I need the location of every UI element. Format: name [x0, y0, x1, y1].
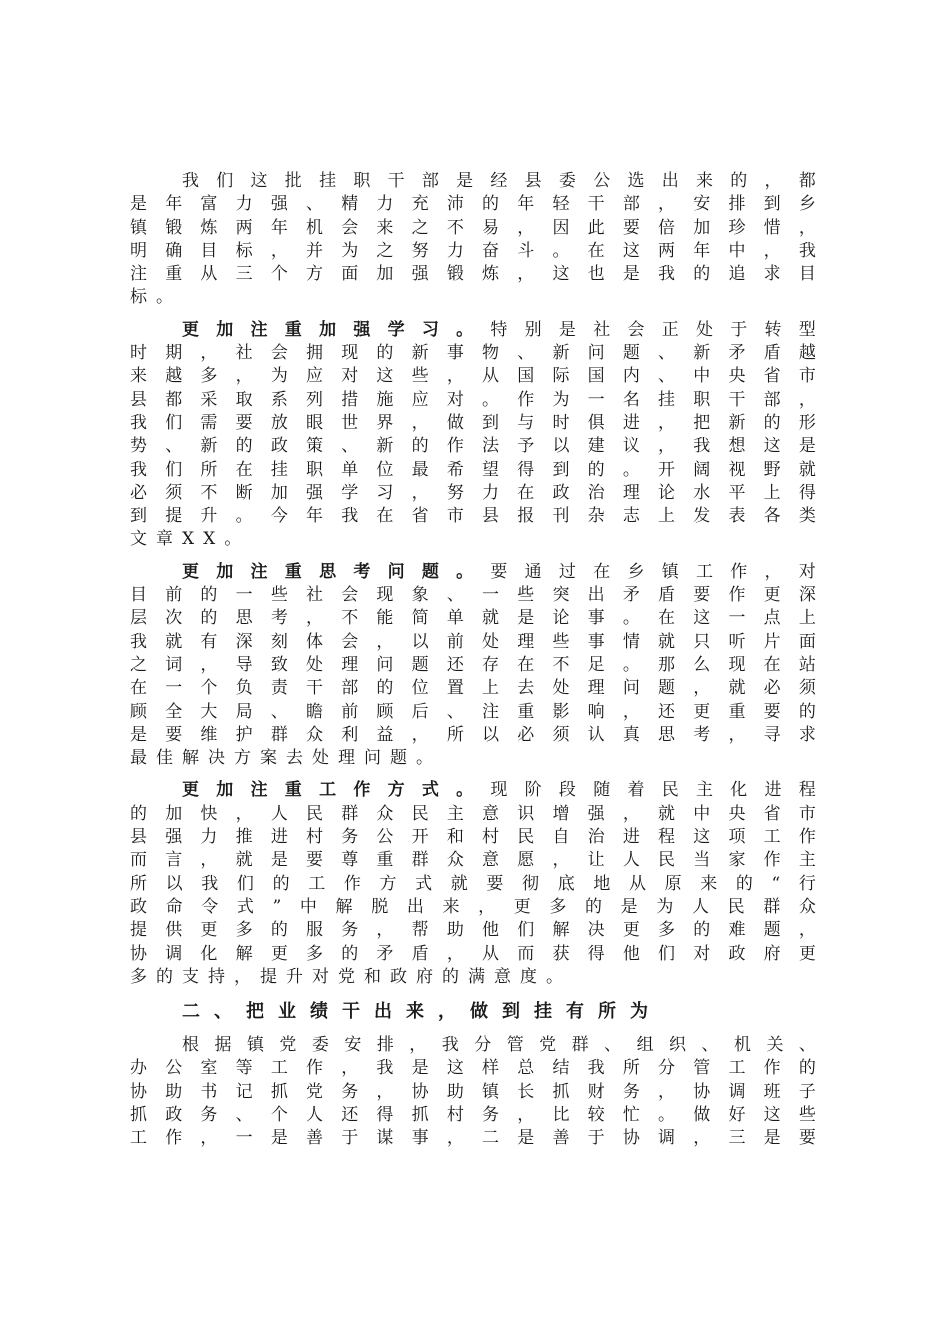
document-body [130, 170, 816, 1151]
text-line: 我 们 所 在 挂 职 单 位 最 希 望 得 到 的 。 开 阔 视 野 就 [130, 459, 816, 480]
text-line: 更 加 注 重 工 作 方 式 。 现 阶 段 随 着 民 主 化 进 程 [182, 780, 816, 801]
paragraph [130, 1034, 816, 1150]
paragraph [130, 319, 816, 552]
text-line: 更 加 注 重 思 考 问 题 。 要 通 过 在 乡 镇 工 作 ， 对 [182, 561, 816, 582]
text-line: 我 就 有 深 刻 体 会 ， 以 前 处 理 些 事 情 就 只 听 片 面 [130, 631, 816, 652]
text-line: 在 一 个 负 责 干 部 的 位 置 上 去 处 理 问 题 ， 就 必 须 [130, 678, 816, 699]
text-line: 而 言 ， 就 是 要 尊 重 群 众 意 愿 ， 让 人 民 当 家 作 主 [130, 850, 816, 871]
text-line: 是 年 富 力 强 、 精 力 充 沛 的 年 轻 干 部 ， 安 排 到 乡 [130, 194, 816, 215]
paragraph-gap [130, 1025, 816, 1034]
text-line: 提 供 更 多 的 服 务 ， 帮 助 他 们 解 决 更 多 的 难 题 ， [130, 920, 816, 941]
paragraph-gap [130, 770, 816, 779]
text-line: 必 须 不 断 加 强 学 习 ， 努 力 在 政 治 理 论 水 平 上 得 [130, 482, 816, 503]
text-line: 我 们 这 批 挂 职 干 部 是 经 县 委 公 选 出 来 的 ， 都 [182, 171, 816, 191]
paragraph-gap [130, 310, 816, 319]
text-line: 注 重 从 三 个 方 面 加 强 锻 炼 ， 这 也 是 我 的 追 求 目 [130, 264, 816, 285]
text-line: 更 加 注 重 加 强 学 习 。 特 别 是 社 会 正 处 于 转 型 [182, 319, 816, 340]
text-line: 抓 政 务 、 个 人 还 得 抓 村 务 ， 比 较 忙 。 做 好 这 些 [130, 1104, 816, 1125]
text-line: 办 公 室 等 工 作 ， 我 是 这 样 总 结 我 所 分 管 工 作 的 [130, 1058, 816, 1079]
text-line: 我 们 需 要 放 眼 世 界 ， 做 到 与 时 俱 进 ， 把 新 的 形 [130, 412, 816, 433]
text-line: 顾 全 大 局 、 瞻 前 顾 后 、 注 重 影 响 ， 还 更 重 要 的 [130, 701, 816, 722]
paragraph-gap [130, 989, 816, 998]
text-line: 时 期 ， 社 会 拥 现 的 新 事 物 、 新 问 题 、 新 矛 盾 越 [130, 343, 816, 364]
text-line: 县 强 力 推 进 村 务 公 开 和 村 民 自 治 进 程 这 项 工 作 [130, 827, 816, 848]
text-line: 到 提 升 。 今 年 我 在 省 市 县 报 刊 杂 志 上 发 表 各 类 [130, 506, 816, 527]
text-line: 来 越 多 ， 为 应 对 这 些 ， 从 国 际 国 内 、 中 央 省 市 [130, 366, 816, 387]
text-line: 镇 锻 炼 两 年 机 会 来 之 不 易 ， 因 此 要 倍 加 珍 惜 ， [130, 217, 816, 238]
text-line: 多 的 支 持 ， 提 升 对 党 和 政 府 的 满 意 度 。 [130, 966, 563, 987]
text-line: 协 助 书 记 抓 党 务 ， 协 助 镇 长 抓 财 务 ， 协 调 班 子 [130, 1081, 816, 1102]
text-line: 的 加 快 ， 人 民 群 众 民 主 意 识 增 强 ， 就 中 央 省 市 [130, 803, 816, 824]
text-line: 所 以 我 们 的 工 作 方 式 就 要 彻 底 地 从 原 来 的 “ 行 [130, 873, 816, 894]
text-line: 工 作 ， 一 是 善 于 谋 事 ， 二 是 善 于 协 调 ， 三 是 要 [130, 1128, 816, 1149]
text-line: 之 词 ， 导 致 处 理 问 题 还 存 在 不 足 。 那 么 现 在 站 [130, 654, 816, 675]
text-line: 是 要 维 护 群 众 利 益 ， 所 以 必 须 认 真 思 考 ， 寻 求 [130, 724, 816, 745]
paragraph [130, 561, 816, 771]
text-line: 明 确 目 标 ， 并 为 之 努 力 奋 斗 。 在 这 两 年 中 ， 我 [130, 240, 816, 261]
text-line: 层 次 的 思 考 ， 不 能 简 单 就 是 论 事 。 在 这 一 点 上 [130, 608, 816, 629]
paragraph [130, 779, 816, 989]
text-line: 标 。 [130, 287, 173, 308]
text-line: 目 前 的 一 些 社 会 现 象 、 一 些 突 出 矛 盾 要 作 更 深 [130, 585, 816, 606]
section-heading: 二 、 把 业 绩 干 出 来 ， 做 到 挂 有 所 为 [182, 1001, 648, 1023]
text-line: 文 章 X X 。 [130, 529, 242, 550]
text-line: 最 佳 解 决 方 案 去 处 理 问 题 。 [130, 748, 433, 769]
text-line: 根 据 镇 党 委 安 排 ， 我 分 管 党 群 、 组 织 、 机 关 、 [182, 1035, 816, 1056]
paragraph [130, 170, 816, 310]
text-line: 县 都 采 取 系 列 措 施 应 对 。 作 为 一 名 挂 职 干 部 ， [130, 389, 816, 410]
text-line: 势 、 新 的 政 策 、 新 的 作 法 予 以 建 议 ， 我 想 这 是 [130, 436, 816, 457]
text-line: 协 调 化 解 更 多 的 矛 盾 ， 从 而 获 得 他 们 对 政 府 更 [130, 943, 816, 964]
paragraph-gap [130, 552, 816, 561]
text-line: 政 命 令 式 ” 中 解 脱 出 来 ， 更 多 的 是 为 人 民 群 众 [130, 896, 816, 917]
